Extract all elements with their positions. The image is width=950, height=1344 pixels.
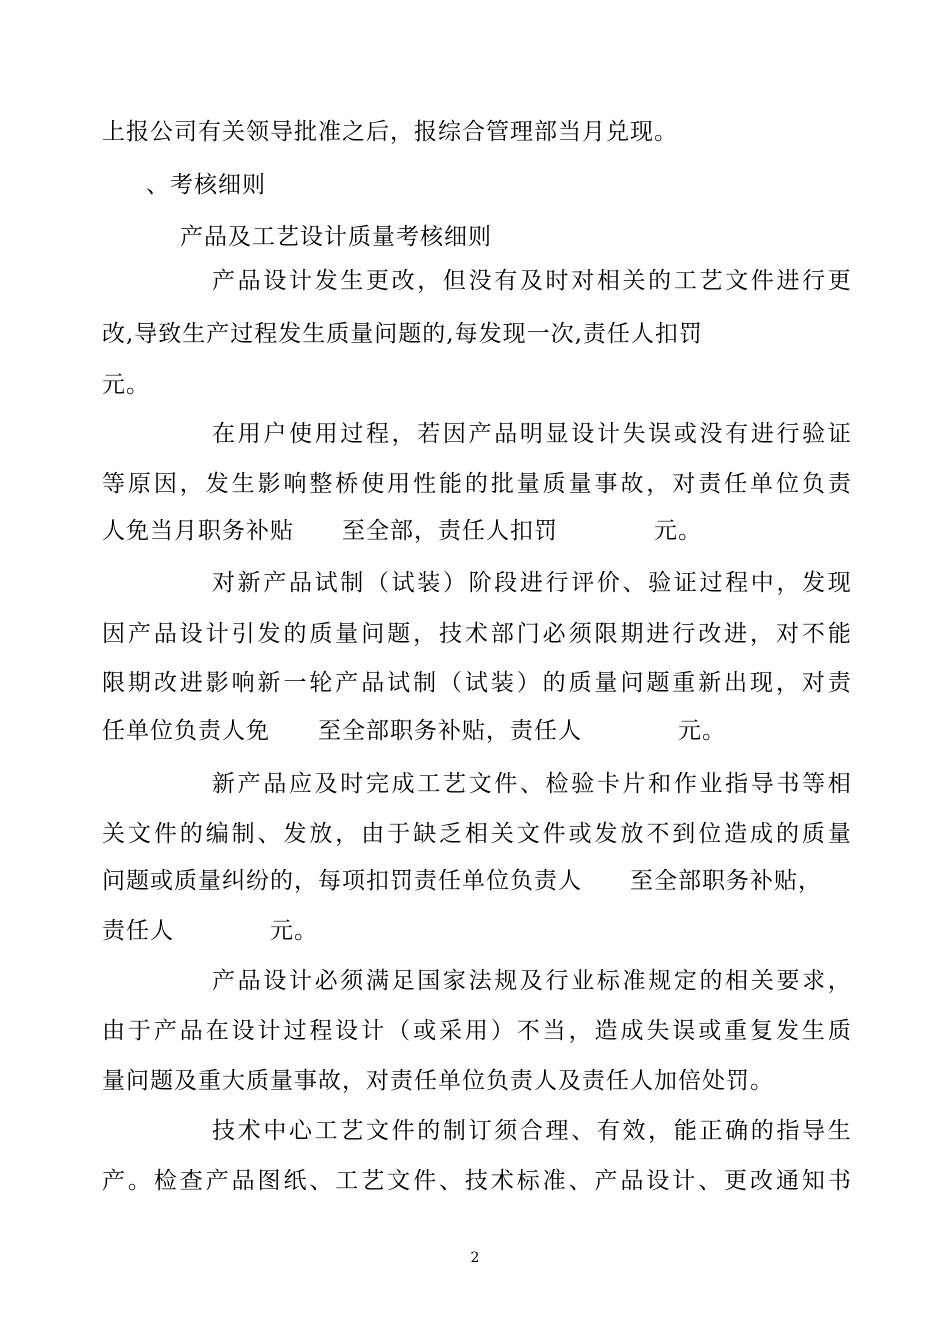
text-line: 关 文 件 的 编 制 、 发 放 ， 由 于 缺 乏 相 关 文 件 或 发 放 不 到 位 造 成 的 质 量 xyxy=(102,821,852,847)
text-line: 产 品 设 计 发 生 更 改 ， 但 没 有 及 时 对 相 关 的 工 艺 文 件 进 行 更 xyxy=(212,268,852,294)
text-line: 新 产 品 应 及 时 完 成 工 艺 文 件 、 检 验 卡 片 和 作 业 指 导 书 等 相 xyxy=(212,771,852,797)
text-line: 产 。 检 查 产 品 图 纸 、 工 艺 文 件 、 技 术 标 准 、 产 品 设 计 、 更 改 通 知 书 xyxy=(102,1168,852,1194)
text-line: 对 新 产 品 试 制 （ 试 装 ） 阶 段 进 行 评 价 、 验 证 过 程 中 ， 发 现 xyxy=(212,570,852,596)
text-line: 人免当月职务补贴 至全部，责任人扣罚 元。 xyxy=(102,518,702,544)
page-number: 2 xyxy=(470,1250,480,1266)
text-line: 因 产 品 设 计 引 发 的 质 量 问 题 ， 技 术 部 门 必 须 限 期 进 行 改 进 ， 对 不 能 xyxy=(102,621,852,647)
text-line: 任单位负责人免 至全部职务补贴，责任人 元。 xyxy=(102,718,726,744)
text-line: 元。 xyxy=(102,372,150,398)
text-line: 限 期 改 进 影 响 新 一 轮 产 品 试 制 （ 试 装 ） 的 质 量 问 题 重 新 出 现 ， 对 责 xyxy=(102,670,852,696)
text-line: 等 原 因 ， 发 生 影 响 整 桥 使 用 性 能 的 批 量 质 量 事 故 ， 对 责 任 单 位 负 责 xyxy=(102,471,852,497)
text-line: 在 用 户 使 用 过 程 ， 若 因 产 品 明 显 设 计 失 误 或 没 有 进 行 验 证 xyxy=(212,421,852,447)
text-line: 技 术 中 心 工 艺 文 件 的 制 订 须 合 理 、 有 效 ， 能 正 确 的 指 导 生 xyxy=(212,1118,852,1144)
text-line: 量问题及重大质量事故，对责任单位负责人及责任人加倍处罚。 xyxy=(102,1068,774,1094)
text-line: 改,导致生产过程发生质量问题的,每发现一次,责任人扣罚 xyxy=(102,321,703,347)
subsection-heading: 产品及工艺设计质量考核细则 xyxy=(180,224,492,250)
text-line: 上报公司有关领导批准之后，报综合管理部当月兑现。 xyxy=(102,119,678,145)
text-line: 由 于 产 品 在 设 计 过 程 设 计 （ 或 采 用 ） 不 当 ， 造 成 失 误 或 重 复 发 生 质 xyxy=(102,1018,852,1044)
text-line: 问题或质量纠纷的，每项扣罚责任单位负责人 至全部职务补贴， xyxy=(102,868,822,894)
text-line: 产 品 设 计 必 须 满 足 国 家 法 规 及 行 业 标 准 规 定 的 相 关 要 求 ， xyxy=(212,968,852,994)
section-heading: 、考核细则 xyxy=(146,172,266,198)
text-line: 责任人 元。 xyxy=(102,918,318,944)
